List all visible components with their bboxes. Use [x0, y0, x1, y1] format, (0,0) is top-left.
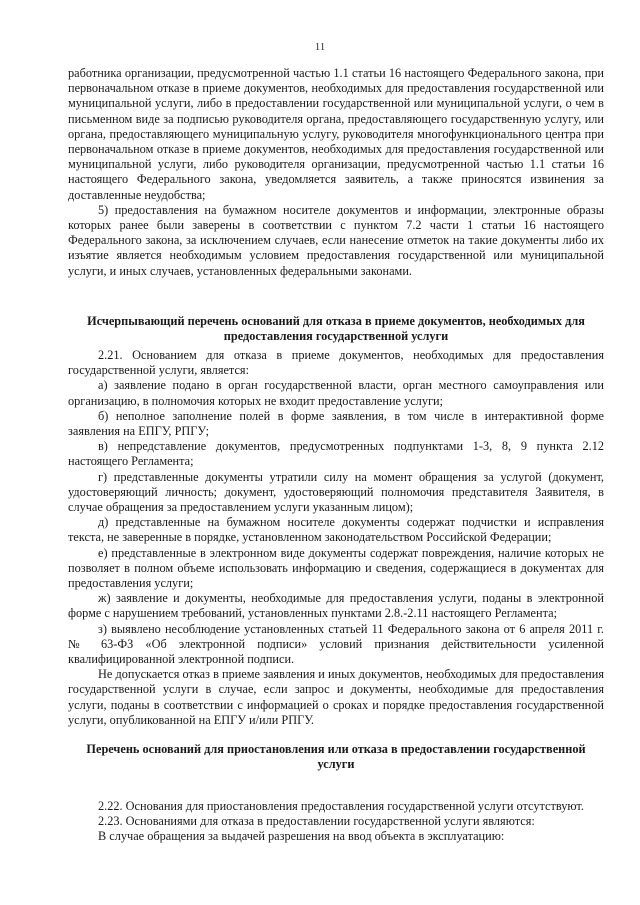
paragraph-2-22: 2.22. Основания для приостановления предоставления государственной услуги отсутствуют. [98, 799, 584, 813]
section-heading-refusal-docs [68, 314, 604, 344]
no-refusal-paragraph: Не допускается отказ в приеме заявления и иных документов, необходимых для предоставления государственной услуги в случае, если запрос и документы, необходимые для предоставления услуги, поданы в соответствии с информацией о сроках и порядке предоставления государственной услуги, опубликованной на ЕПГУ и/или РПГУ. [68, 667, 604, 727]
list-item-d: д) представленные на бумажном носителе документы содержат подчистки и исправления текста, не заверенные в порядке, установленном законодательством Российской Федерации; [68, 515, 604, 545]
list-item-zh: ж) заявление и документы, необходимые для предоставления услуги, поданы в электронной форме с нарушением требований, установленных пунктами 2.8.-2.11 настоящего Регламента; [68, 591, 604, 621]
section-heading-suspension [68, 742, 604, 772]
list-item-e: е) представленные в электронном виде документы содержат повреждения, наличие которых не позволяет в полном объеме использовать информацию и сведения, содержащиеся в документах для предоставления услуги; [68, 545, 604, 591]
list-item-g: г) представленные документы утратили силу на момент обращения за услугой (документ, удостоверяющий личность; документ, удостоверяющий полномочия представителя Заявителя, в случае обращения за предоставлением услуги указанным лицом); [68, 469, 604, 515]
list-item-b: б) неполное заполнение полей в форме заявления, в том числе в интерактивной форме заявления на ЕПГУ, РПГУ; [68, 408, 604, 439]
paragraph-commissioning: В случае обращения за выдачей разрешения на ввод объекта в эксплуатацию: [98, 829, 505, 844]
section-heading: Перечень оснований для приостановления или отказа в предоставлении государственной услуги [86, 742, 586, 772]
suspension-block [68, 799, 604, 845]
list-item-a: а) заявление подано в орган государственной власти, орган местного самоуправления или организацию, в полномочия которых не входит предоставление услуги; [68, 378, 604, 408]
refusal-docs-block [68, 348, 604, 728]
section-heading: Исчерпывающий перечень оснований для отказа в приеме документов, необходимых для предоставления государственной услуги [87, 314, 585, 344]
page-number: 11 [314, 41, 326, 53]
paragraph-2-21: 2.21. Основанием для отказа в приеме документов, необходимых для предоставления государственной услуги, является: [68, 348, 604, 378]
continuation-paragraph: работника организации, предусмотренной частью 1.1 статьи 16 настоящего Федерального закона, при первоначальном отказе в приеме документов, необходимых для предоставления государственной или муниципальной услуги, либо в предоставлении государственной или муниципальной услуги, о чем в письменном виде за подписью руководителя органа, предоставляющего государственную услугу, или органа, предоставляющего муниципальную услугу, руководителя многофункционального центра при первоначальном отказе в приеме документов, необходимых для предоставления государственной или муниципальной услуги, либо руководителя организации, предусмотренной частью 1.1 статьи 16 настоящего Федерального закона, уведомляется заявитель, а также приносятся извинения за доставленные неудобства; [68, 66, 604, 202]
item-5-paragraph: 5) предоставления на бумажном носителе документов и информации, электронные образы которых ранее были заверены в соответствии с пунктом 7.2 части 1 статьи 16 настоящего Федерального закона, за исключением случаев, если нанесение отметок на такие документы либо их изъятие является необходимым условием предоставления государственной или муниципальной услуги, и иных случаев, установленных федеральными законами. [68, 202, 604, 278]
continuation-block [68, 66, 604, 279]
list-item-v: в) непредставление документов, предусмотренных подпунктами 1-3, 8, 9 пункта 2.12 настоящего Регламента; [68, 439, 604, 469]
list-item-z: з) выявлено несоблюдение установленных статьей 11 Федерального закона от 6 апреля 2011 г. № 63-ФЗ «Об электронной подписи» условий признания действительности усиленной квалифицированной электронной подписи. [68, 621, 604, 667]
paragraph-2-23: 2.23. Основаниями для отказа в предоставлении государственной услуги являются: [98, 814, 535, 829]
